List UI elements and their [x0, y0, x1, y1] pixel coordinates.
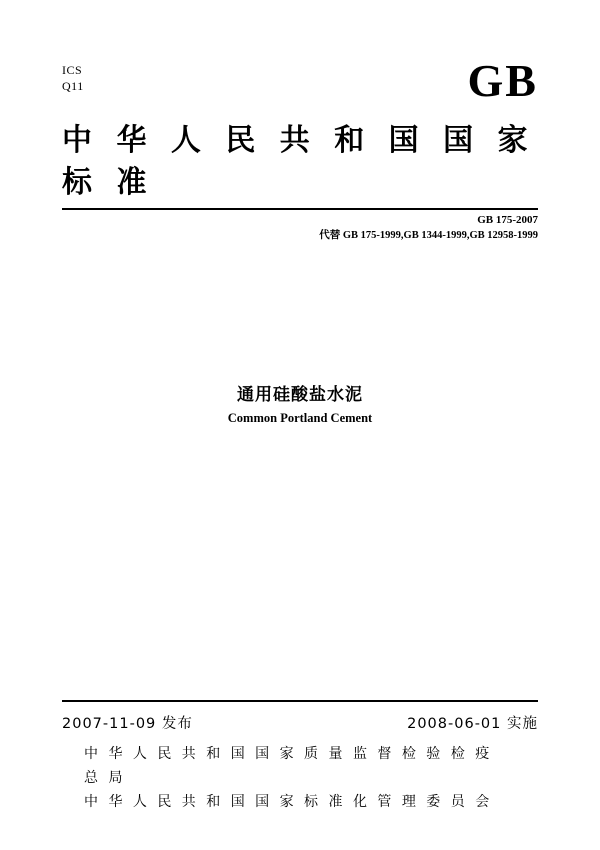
issuer-line: 中 华 人 民 共 和 国 国 家 标 准 化 管 理 委 员 会 — [84, 794, 493, 810]
gb-mark: GB — [467, 55, 538, 106]
issuer-line: 总 局 — [84, 770, 126, 786]
issuing-authorities — [62, 742, 538, 814]
issuer-line: 中 华 人 民 共 和 国 国 家 质 量 监 督 检 验 检 疫 — [84, 746, 493, 762]
date-row — [62, 712, 538, 733]
document-title-en: Common Portland Cement — [227, 411, 373, 425]
standard-number-block — [319, 212, 538, 244]
top-divider — [62, 208, 538, 210]
issue-date: 2007-11-09 发布 — [62, 716, 193, 732]
effective-date: 2008-06-01 实施 — [407, 716, 538, 732]
heading-line-2: 标 准 — [62, 165, 154, 200]
ics-code: Q11 — [62, 79, 84, 94]
ics-classification — [62, 62, 84, 94]
standard-replaces: 代替 GB 175-1999,GB 1344-1999,GB 12958-1999 — [319, 230, 538, 241]
standard-number: GB 175-2007 — [477, 214, 538, 226]
heading-line-1: 中 华 人 民 共 和 国 国 家 — [62, 123, 535, 158]
document-title-zh: 通用硅酸盐水泥 — [237, 385, 363, 405]
national-standard-heading — [62, 120, 540, 204]
bottom-divider — [62, 700, 538, 702]
ics-label: ICS — [62, 63, 83, 77]
